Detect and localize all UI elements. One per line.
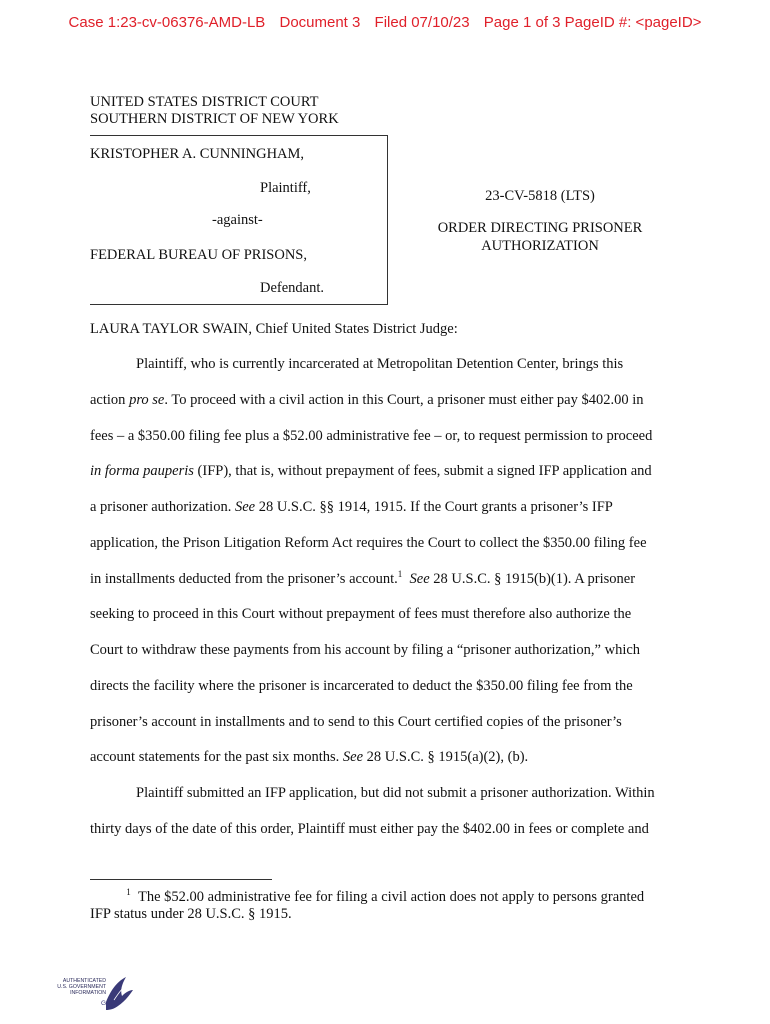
footnote-ref[interactable]: 1 [397,569,403,579]
body-line: account statements for the past six months. See 28 U.S.C. § 1915(a)(2), (b). [90,749,529,765]
case-number: 23-CV-5818 (LTS) [485,188,595,204]
order-title-line-2: AUTHORIZATION [481,238,599,254]
judge-line: LAURA TAYLOR SWAIN, Chief United States District Judge: [90,321,458,337]
court-name-line-2: SOUTHERN DISTRICT OF NEW YORK [90,111,339,127]
order-title-line-1: ORDER DIRECTING PRISONER [437,220,643,236]
body-line: directs the facility where the prisoner is incarcerated to deduct the $350.00 filing fee from the [90,678,633,694]
body-line: seeking to proceed in this Court without prepayment of fees must therefore also authorize the [90,606,632,622]
page-id: Page 1 of 3 PageID #: <pageID> [483,14,702,31]
against-label: -against- [212,212,263,228]
body-line: Court to withdraw these payments from his account by filing a “prisoner authorization,” which [90,642,641,658]
body-line: in installments deducted from the prisoner’s account.$^1$ See 28 U.S.C. § 1915(b)(1). A prisoner [90,569,636,587]
body-line: Plaintiff, who is currently incarcerated at Metropolitan Detention Center, brings this [136,356,624,372]
footnote-line-2: IFP status under 28 U.S.C. § 1915. [90,906,292,922]
body-line: prisoner’s account in installments and to send to this Court certified copies of the prisoner’s [90,714,622,730]
svg-text:GPO: GPO [101,1000,116,1007]
body-line: a prisoner authorization. See 28 U.S.C. §§ 1914, 1915. If the Court grants a prisoner’s IFP [90,499,613,515]
filed-date: Filed 07/10/23 [374,14,470,31]
plaintiff-name: KRISTOPHER A. CUNNINGHAM, [90,146,305,162]
body-line: fees – a $350.00 filing fee plus a $52.00 administrative fee – or, to request permission to proceed [90,428,653,444]
document-number: Document 3 [279,14,361,31]
body-line: thirty days of the date of this order, Plaintiff must either pay the $402.00 in fees or complete and [90,821,649,837]
plaintiff-role: Plaintiff, [260,180,311,196]
footnote-line-1: $^1$ The $52.00 administrative fee for filing a civil action does not apply to persons granted [126,887,645,905]
body-line: application, the Prison Litigation Reform Act requires the Court to collect the $350.00 filing fee [90,535,647,551]
gpo-authentication-logo: AUTHENTICATED U.S. GOVERNMENT INFORMATION GPO [44,972,134,1017]
footnote-number: 1 [126,887,131,897]
eagle-icon [44,972,134,1017]
defendant-role: Defendant. [260,280,325,296]
court-name-line-1: UNITED STATES DISTRICT COURT [90,94,319,110]
docket-header [0,14,770,31]
body-line: in forma pauperis (IFP), that is, without prepayment of fees, submit a signed IFP application and [90,463,652,479]
case-number-header: Case 1:23-cv-06376-AMD-LB [68,14,266,31]
footnote-divider [90,879,272,880]
body-line: action pro se. To proceed with a civil action in this Court, a prisoner must either pay $402.00 in [90,392,644,408]
body-line: Plaintiff submitted an IFP application, but did not submit a prisoner authorization. Within [136,785,655,801]
defendant-name: FEDERAL BUREAU OF PRISONS, [90,247,307,263]
